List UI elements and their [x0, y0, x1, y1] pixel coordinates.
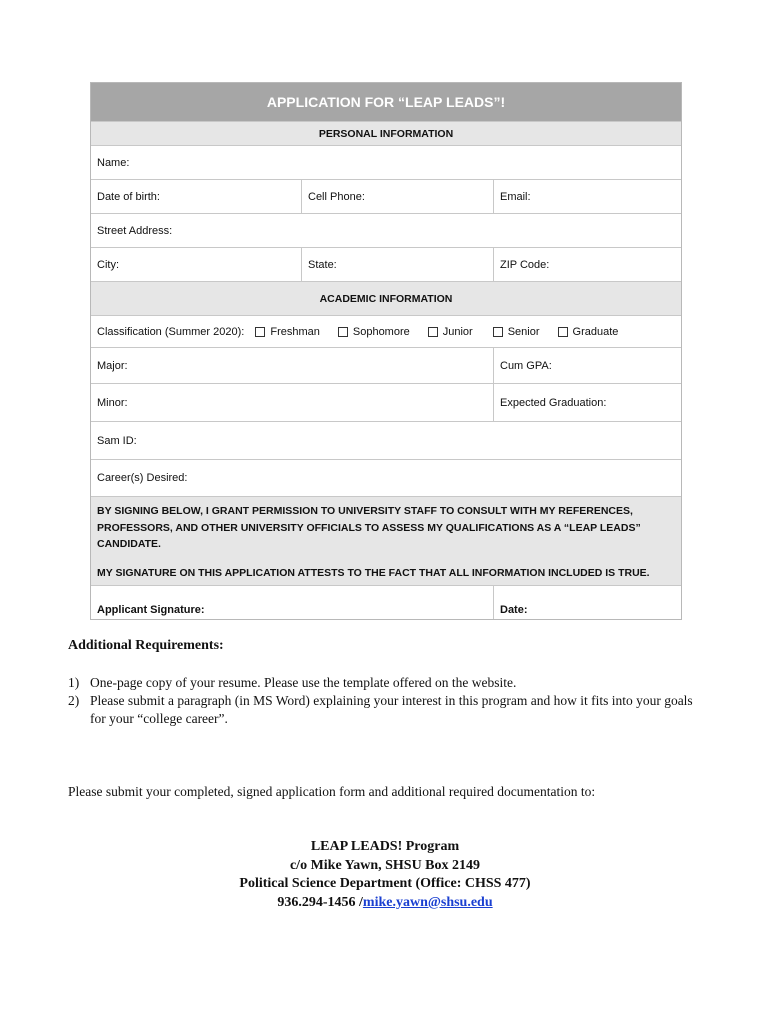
- cell-phone-field[interactable]: [301, 180, 493, 213]
- signature-row: [91, 585, 681, 619]
- requirements-title: Additional Requirements:: [68, 638, 224, 653]
- classification-label: Classification (Summer 2020):: [97, 325, 245, 338]
- street-address-label: Street Address:: [97, 224, 173, 237]
- requirements-list: [68, 674, 708, 728]
- checkbox-icon: [428, 327, 438, 337]
- signature-field[interactable]: [91, 586, 493, 619]
- minor-field[interactable]: [91, 384, 493, 421]
- phone-email-line: [0, 894, 770, 913]
- major-field[interactable]: [91, 348, 493, 383]
- list-text: Please submit a paragraph (in MS Word) explaining your interest in this program and how it fits into your goals for your “college career”.: [90, 693, 693, 726]
- careers-row: [91, 459, 681, 496]
- name-row: [91, 145, 681, 179]
- city-label: City:: [97, 258, 119, 271]
- email-field[interactable]: [493, 180, 681, 213]
- checkbox-junior[interactable]: [428, 326, 473, 338]
- consent-paragraph-2: MY SIGNATURE ON THIS APPLICATION ATTESTS TO THE FACT THAT ALL INFORMATION INCLUDED IS TRUE.: [97, 566, 650, 579]
- state-label: State:: [308, 258, 337, 271]
- department-line: Political Science Department (Office: CHSS 477): [239, 876, 531, 891]
- state-field[interactable]: [301, 248, 493, 281]
- list-item: [68, 674, 708, 692]
- checkbox-sophomore[interactable]: [338, 326, 410, 338]
- careers-label: Career(s) Desired:: [97, 472, 188, 484]
- date-field[interactable]: [493, 586, 681, 619]
- checkbox-icon: [493, 327, 503, 337]
- option-label: Senior: [507, 325, 540, 338]
- checkbox-icon: [255, 327, 265, 337]
- list-number: 2): [68, 693, 80, 708]
- checkbox-icon: [338, 327, 348, 337]
- care-of-line: c/o Mike Yawn, SHSU Box 2149: [289, 857, 481, 873]
- minor-row: [91, 383, 681, 421]
- name-field[interactable]: [91, 146, 681, 179]
- form-title: APPLICATION FOR “LEAP LEADS”!: [266, 94, 506, 110]
- application-form: [90, 82, 682, 620]
- phone-number: 936.294-1456 /: [277, 894, 363, 910]
- expected-graduation-field[interactable]: [493, 384, 681, 421]
- contact-row: [91, 179, 681, 213]
- consent-text: [91, 497, 681, 585]
- option-label: Junior: [442, 325, 473, 338]
- major-label: Major:: [97, 359, 128, 372]
- personal-info-label: PERSONAL INFORMATION: [318, 127, 454, 140]
- classification-group: [97, 326, 675, 338]
- dob-label: Date of birth:: [97, 190, 160, 203]
- major-row: [91, 347, 681, 383]
- street-address-field[interactable]: [91, 214, 681, 247]
- zip-field[interactable]: [493, 248, 681, 281]
- classification-row: [91, 315, 681, 347]
- city-row: [91, 247, 681, 281]
- option-label: Sophomore: [352, 325, 410, 338]
- program-name: LEAP LEADS! Program: [310, 839, 460, 854]
- expected-graduation-label: Expected Graduation:: [500, 396, 607, 409]
- list-item: [68, 692, 708, 728]
- personal-info-header: [91, 121, 681, 145]
- checkbox-senior[interactable]: [493, 326, 540, 338]
- list-text: One-page copy of your resume. Please use the template offered on the website.: [90, 675, 517, 690]
- academic-info-label: ACADEMIC INFORMATION: [319, 292, 453, 305]
- gpa-field[interactable]: [493, 348, 681, 383]
- samid-label: Sam ID:: [97, 434, 137, 447]
- consent-paragraph-1: BY SIGNING BELOW, I GRANT PERMISSION TO UNIVERSITY STAFF TO CONSULT WITH MY REFERENCES, PROFESSORS, AND OTHER UNIVERSITY OFFICIALS TO ASSESS MY QUALIFICATIONS AS A “LEAP LEADS” CANDIDATE.: [97, 505, 641, 550]
- samid-field[interactable]: [91, 422, 681, 459]
- street-row: [91, 213, 681, 247]
- checkbox-graduate[interactable]: [558, 326, 619, 338]
- gpa-label: Cum GPA:: [500, 359, 552, 372]
- samid-row: [91, 421, 681, 459]
- consent-row: [91, 496, 681, 585]
- city-field[interactable]: [91, 248, 301, 281]
- option-label: Freshman: [270, 325, 320, 338]
- classification-field: [91, 316, 681, 347]
- date-label: Date:: [500, 604, 528, 616]
- option-label: Graduate: [572, 325, 619, 338]
- cell-phone-label: Cell Phone:: [308, 190, 365, 203]
- list-number: 1): [68, 675, 80, 690]
- submit-instructions: Please submit your completed, signed application form and additional required documentation to:: [68, 784, 596, 799]
- academic-info-header: [91, 281, 681, 315]
- checkbox-freshman[interactable]: [255, 326, 320, 338]
- checkbox-icon: [558, 327, 568, 337]
- contact-block: [0, 838, 770, 912]
- minor-label: Minor:: [97, 396, 128, 409]
- dob-field[interactable]: [91, 180, 301, 213]
- name-label: Name:: [97, 156, 130, 169]
- email-label: Email:: [500, 190, 531, 203]
- careers-field[interactable]: [91, 460, 681, 496]
- zip-label: ZIP Code:: [500, 258, 550, 271]
- signature-label: Applicant Signature:: [97, 604, 205, 616]
- form-title-bar: [91, 83, 681, 121]
- email-link[interactable]: mike.yawn@shsu.edu: [362, 894, 493, 910]
